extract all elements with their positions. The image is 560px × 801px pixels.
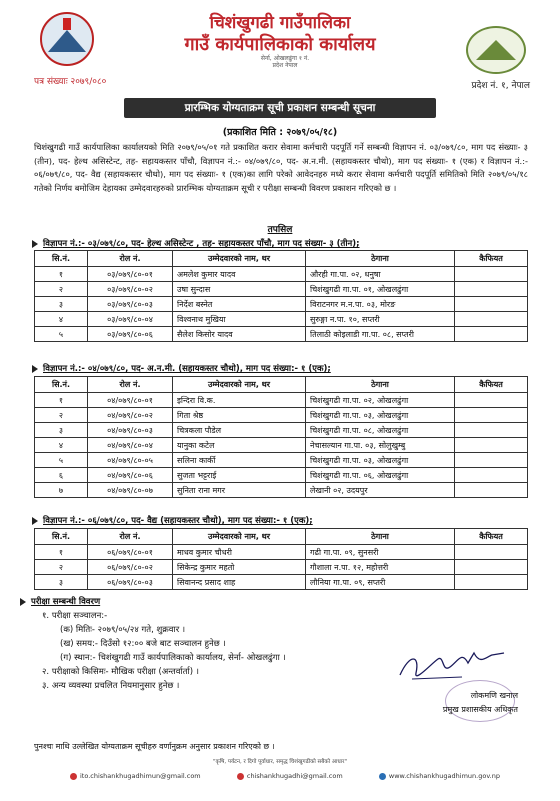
table-row: [35, 312, 528, 327]
row-address: सुरुङ्गा न.पा. १०, सप्तरी: [306, 312, 455, 327]
candidate-table-06: [34, 528, 528, 590]
footer-contacts: [70, 772, 500, 780]
row-address: विराटनगर म.न.पा. ०३, मोरङ: [306, 297, 455, 312]
row-roll: ०४/०७९/८०-०६: [88, 468, 173, 483]
footer-website[interactable]: www.chishankhugadhimun.gov.np: [379, 772, 500, 780]
row-remarks: [455, 575, 528, 590]
row-address: चिशंखुगढी गा.पा. ०१, ओखलढुंगा: [306, 282, 455, 297]
section-heading-04: विज्ञापन नं.:- ०४/०७९/८०, पद- अ.न.मी. (सहायकस्तर चौथो), माग पद संख्या:- १ (एक);: [32, 363, 331, 374]
table-row: [35, 483, 528, 498]
row-roll: ०६/०७९/८०-०२: [88, 560, 173, 575]
col-remarks: कैफियत: [455, 251, 528, 267]
row-name: सुनिता राना मगर: [173, 483, 306, 498]
row-roll: ०४/०७९/८०-०१: [88, 393, 173, 408]
table-row: [35, 438, 528, 453]
row-roll: ०३/०७९/८०-०२: [88, 282, 173, 297]
row-sn: ७: [35, 483, 88, 498]
section-heading-06: विज्ञापन नं.:- ०६/०७९/८०, पद- वैद्य (सहायकस्तर चौथो), माग पद संख्या:- १ (एक);: [32, 515, 313, 526]
office-name: गाउँ कार्यपालिकाको कार्यालय: [184, 34, 376, 55]
exam-place: (ग) स्थान:- चिशंखुगढी गाउँ कार्यपालिकाको कार्यालय, सेर्ना- ओखलढुंगा ।: [60, 653, 286, 663]
row-name: माधव कुमार चौधरी: [173, 545, 306, 560]
table-row: [35, 327, 528, 342]
exam-details: [20, 595, 286, 693]
row-sn: ४: [35, 438, 88, 453]
row-remarks: [455, 453, 528, 468]
row-sn: ५: [35, 453, 88, 468]
table-row: [35, 453, 528, 468]
col-address: ठेगाना: [306, 377, 455, 393]
row-remarks: [455, 282, 528, 297]
row-remarks: [455, 408, 528, 423]
col-sn: सि.नं.: [35, 251, 88, 267]
section-heading-03: विज्ञापन नं.:- ०३/०७९/८०, पद- हेल्थ असिस्टेन्ट , तह- सहायकस्तर पाँचौ, माग पद संख्या- ३ (तीन);: [32, 238, 360, 249]
exam-heading: परीक्षा सम्बन्धी विवरण: [20, 595, 286, 609]
row-name: गिता श्रेष्ठ: [173, 408, 306, 423]
row-roll: ०३/०७९/८०-०४: [88, 312, 173, 327]
row-sn: २: [35, 408, 88, 423]
row-sn: १: [35, 393, 88, 408]
letterhead: [0, 0, 560, 91]
footer-email-2[interactable]: chishankhugadhi@gmail.com: [237, 772, 343, 780]
mail-icon: [70, 773, 77, 780]
row-roll: ०४/०७९/८०-०५: [88, 453, 173, 468]
row-roll: ०४/०७९/८०-०७: [88, 483, 173, 498]
row-address: लौनिया गा.पा. ०९, सप्तरी: [306, 575, 455, 590]
row-address: चिशंखुगढी गा.पा. ०२, ओखलढुंगा: [306, 393, 455, 408]
signatory-name: लोकमणि खनाल: [470, 691, 518, 700]
row-remarks: [455, 483, 528, 498]
table-row: [35, 408, 528, 423]
office-stamp-address: सेर्ना, ओखलढुंगा १ नं. प्रदेश नेपाल: [260, 55, 310, 69]
row-sn: २: [35, 282, 88, 297]
municipality-logo: [466, 26, 526, 74]
row-name: विश्वनाथ मुखिया: [173, 312, 306, 327]
signatory-title: प्रमुख प्रशासकीय अधिकृत: [442, 705, 518, 714]
col-address: ठेगाना: [306, 251, 455, 267]
row-name: उषा सुन्दास: [173, 282, 306, 297]
exam-other: ३. अन्य व्यवस्था प्रचलित नियमानुसार हुनेछ ।: [42, 681, 180, 691]
exam-type: २. परीक्षाको किसिमः- मौखिक परीक्षा (अन्तर्वार्ता) ।: [42, 667, 199, 677]
col-roll: रोल नं.: [88, 529, 173, 545]
row-address: लेखानी ०२, उदयपुर: [306, 483, 455, 498]
arrow-icon: [20, 598, 26, 606]
table-row: [35, 545, 528, 560]
table-row: [35, 282, 528, 297]
row-address: औरही गा.पा. ०२, धनुषा: [306, 267, 455, 282]
table-row: [35, 560, 528, 575]
row-name: चित्रकला पौडेल: [173, 423, 306, 438]
notice-title-banner: प्रारम्भिक योग्यताक्रम सूची प्रकाशन सम्बन्धी सूचना: [124, 98, 436, 118]
table-row: [35, 393, 528, 408]
exam-time: (ख) समय:- दिउँसो १२:०० बजे बाट सञ्चालन हुनेछ ।: [60, 639, 226, 649]
row-roll: ०४/०७९/८०-०३: [88, 423, 173, 438]
row-name: यानुका कटेल: [173, 438, 306, 453]
col-address: ठेगाना: [306, 529, 455, 545]
row-name: इन्दिरा वि.क.: [173, 393, 306, 408]
row-sn: २: [35, 560, 88, 575]
arrow-icon: [32, 240, 38, 248]
row-remarks: [455, 327, 528, 342]
row-roll: ०३/०७९/८०-०३: [88, 297, 173, 312]
row-sn: ६: [35, 468, 88, 483]
table-row: [35, 423, 528, 438]
row-remarks: [455, 267, 528, 282]
row-roll: ०६/०७९/८०-०३: [88, 575, 173, 590]
row-name: निर्देश बस्नेत: [173, 297, 306, 312]
row-name: सुजता भट्टराई: [173, 468, 306, 483]
province-label: प्रदेश नं. १, नेपाल: [471, 81, 530, 91]
col-roll: रोल नं.: [88, 251, 173, 267]
row-address: गढी गा.पा. ०९, सुनसरी: [306, 545, 455, 560]
row-sn: ३: [35, 575, 88, 590]
table-row: [35, 575, 528, 590]
row-sn: ३: [35, 423, 88, 438]
mail-icon: [237, 773, 244, 780]
row-address: गौशाला न.पा. १२, महोत्तरी: [306, 560, 455, 575]
arrow-icon: [32, 517, 38, 525]
footer-email-1[interactable]: ito.chishankhugadhimun@gmail.com: [70, 772, 201, 780]
col-name: उम्मेदवारको नाम, थर: [173, 251, 306, 267]
row-roll: ०३/०७९/८०-०६: [88, 327, 173, 342]
row-name: सिकेन्द्र कुमार महतो: [173, 560, 306, 575]
row-roll: ०३/०७९/८०-०१: [88, 267, 173, 282]
letter-number: पत्र संख्याः २०७९/०८०: [34, 77, 107, 87]
row-remarks: [455, 312, 528, 327]
row-name: अमलेश कुमार यादव: [173, 267, 306, 282]
row-address: चिशंखुगढी गा.पा. ०३, ओखलढुंगा: [306, 408, 455, 423]
intro-paragraph: चिशंखुगढी गाउँ कार्यपालिका कार्यालयको मिति २०७९/०५/०१ गते प्रकाशित करार सेवामा कर्मचारी पदपूर्ति गर्ने सम्बन्धी विज्ञापन नं. ०३/०७९/८०, माग पद संख्याः- ३ (तीन), पद- हेल्थ असिस्टेन्ट, तह- सहायकस्तर पाँचौ, विज्ञापन नं.:- ०४/०७९/८०, पद- अ.न.मी. (सहायकस्तर चौथो), माग पद संख्याः- १ (एक) र विज्ञापन नं.:- ०६/०७९/८०, पद- वैद्य (सहायकस्तर चौथो), माग पद संख्याः- १ (एक)का लागि परेको आवेदनहरु मध्ये करार सेवामा कर्मचारी पदपूर्ति समितिको मिति २०७९/०५/१८ गतेको निर्णय बमोजिम देहायका उम्मेदवारहरुको प्रारम्भिक योग्यताक्रम सूची र परीक्षा सम्बन्धी विवरण प्रकाशन गरिएको छ ।: [34, 142, 528, 193]
footer-motto: "कृषि, पर्यटन, र दिगो पूर्वाधार, समृद्ध चिशंखुगढीको सबैको आधार": [212, 759, 348, 765]
table-row: [35, 267, 528, 282]
row-remarks: [455, 468, 528, 483]
row-sn: १: [35, 545, 88, 560]
row-sn: ४: [35, 312, 88, 327]
col-name: उम्मेदवारको नाम, थर: [173, 377, 306, 393]
row-remarks: [455, 297, 528, 312]
row-address: तिलाठी कोइलाडी गा.पा. ०८, सप्तरी: [306, 327, 455, 342]
publish-date: (प्रकाशित मिति : २०७९/०५/१८): [222, 127, 338, 138]
col-sn: सि.नं.: [35, 377, 88, 393]
row-roll: ०४/०७९/८०-०२: [88, 408, 173, 423]
row-roll: ०४/०७९/८०-०४: [88, 438, 173, 453]
row-address: चिशंखुगढी गा.पा. ०६, ओखलढुंगा: [306, 468, 455, 483]
row-remarks: [455, 438, 528, 453]
table-row: [35, 468, 528, 483]
row-name: सिवानन्द प्रसाद शाह: [173, 575, 306, 590]
col-remarks: कैफियत: [455, 377, 528, 393]
globe-icon: [379, 773, 386, 780]
row-name: सलिना कार्की: [173, 453, 306, 468]
row-sn: ३: [35, 297, 88, 312]
tafsil-heading: तपसिल: [267, 225, 293, 235]
row-roll: ०६/०७९/८०-०१: [88, 545, 173, 560]
row-remarks: [455, 423, 528, 438]
row-sn: १: [35, 267, 88, 282]
col-name: उम्मेदवारको नाम, थर: [173, 529, 306, 545]
row-remarks: [455, 560, 528, 575]
arrow-icon: [32, 365, 38, 373]
candidate-table-03: [34, 250, 528, 342]
col-sn: सि.नं.: [35, 529, 88, 545]
row-sn: ५: [35, 327, 88, 342]
row-address: चिशंखुगढी गा.पा. ०८, ओखलढुंगा: [306, 423, 455, 438]
row-address: चिशंखुगढी गा.पा. ०३, ओखलढुंगा: [306, 453, 455, 468]
row-name: सैलेश किसोर यादव: [173, 327, 306, 342]
row-remarks: [455, 393, 528, 408]
col-remarks: कैफियत: [455, 529, 528, 545]
postscript-note: पुनश्चः माथि उल्लेखित योग्यताक्रम सूचीहरु वर्णानुक्रम अनुसार प्रकाशन गरिएको छ ।: [34, 742, 275, 751]
municipality-name: चिशंखुगढी गाउँपालिका: [209, 13, 351, 33]
table-row: [35, 297, 528, 312]
office-round-stamp: [445, 680, 515, 722]
row-address: नेचासल्यान गा.पा. ०३, सोलुखुम्बु: [306, 438, 455, 453]
exam-conduct-label: १. परीक्षा सञ्चालन:-: [42, 611, 108, 621]
col-roll: रोल नं.: [88, 377, 173, 393]
exam-date: (क) मितिः- २०७९/०५/२४ गते, शुक्रवार ।: [60, 625, 186, 635]
candidate-table-04: [34, 376, 528, 498]
row-remarks: [455, 545, 528, 560]
